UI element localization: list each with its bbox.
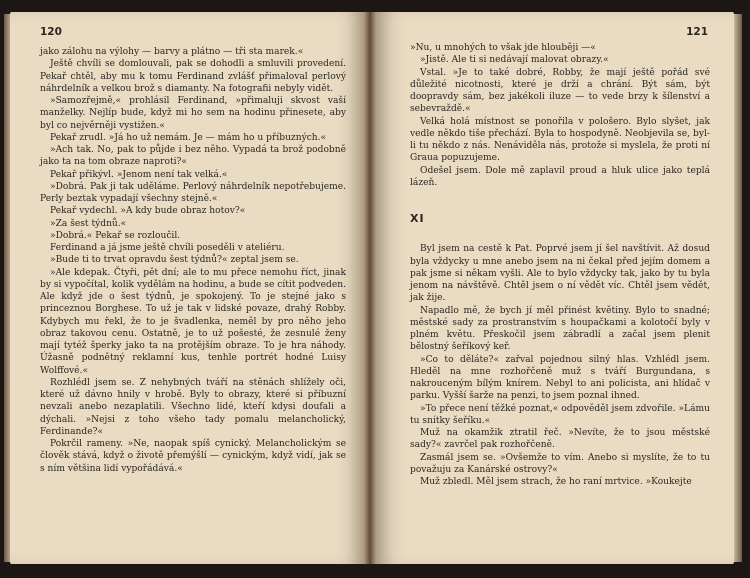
paragraph: Ferdinand a já jsme ještě chvíli poseděli v ateliéru.	[50, 243, 285, 253]
paragraph: »Nu, u mnohých to však jde hlouběji —«	[410, 43, 596, 53]
left-page-number: 120	[40, 26, 62, 38]
paragraph: »Samozřejmě,« prohlásil Ferdinand, »přimaluji skvost vaší manželky. Nejlíp bude, když mi ho sem na hodinu přinesete, aby byl co nejvěrněji vystižen.«	[40, 96, 346, 131]
paragraph: Byl jsem na cestě k Pat. Poprvé jsem jí šel navštívit. Až dosud byla vždycky u mne anebo jsem na ni čekal před jejím domem a pak jsme si někam vyšli. Ale to bylo vždycky tak, jako by tu byla jenom na návštěvě. Chtěl jsem o ní vědět víc. Chtěl jsem vědět, jak žije.	[410, 244, 710, 304]
paragraph: »Dobrá. Pak ji tak uděláme. Perlový náhrdelník nepotřebujeme. Perly beztak vypadají všechny stejně.«	[40, 181, 346, 204]
chapter-heading: XI	[410, 212, 425, 225]
paragraph: Pekař vydechl. »A kdy bude obraz hotov?«	[50, 206, 246, 217]
paragraph: Zasmál jsem se. »Ovšemže to vím. Anebo si myslíte, že to tu považuju za Kanárské ostrovy?«	[410, 452, 710, 475]
book-gutter	[364, 12, 376, 564]
paragraph: »Co to děláte?« zařval pojednou silný hlas. Vzhlédl jsem. Hleděl na mne rozhořčeně muž s tváří Burgundana, s nakrouceným bílým knírem. Nebyl to ani policista, ani hlídač v parku. Vyšší šarže na penzi, to jsem poznal ihned.	[410, 354, 710, 402]
paragraph: Ještě chvíli se domlouvali, pak se dohodli a smluvili provedení. Pekař chtěl, aby mu k tomu Ferdinand zvlášť přimaloval perlový náhrdelník a velkou brož s diamanty. Na fotografii nebyly vidět.	[40, 59, 346, 94]
paragraph: »Ale kdepak. Čtyři, pět dní; ale to mu přece nemohu říct, jinak by si vypočítal, kolik vydělám na hodinu, a bude se cítit podveden. Ale když jde o šest týdnů, je spokojený. To je stejné jako s princeznou Borghese. To už je tak v lidské povaze, drahý Robby. Kdybych mu řekl, že to je švadlenka, neměl by pro něho jeho obraz takovou cenu. Ostatně, je to už pošesté, že zesnulé ženy mají tytéž šperky jako ta na protějším obraze. To je hra náhody. Úžasně podnětný reklamní kus, tenhle portrét hodné Luisy Wolffové.«	[40, 267, 346, 376]
paragraph: jako zálohu na výlohy — barvy a plátno — tři sta marek.«	[40, 47, 304, 57]
paragraph: Napadlo mě, že bych jí měl přinést květiny. Bylo to snadné; městské sady za prostranstvím s houpačkami a kolotočí byly v plném květu. Přeskočil jsem zábradlí a začal jsem plenit bělostný šeříkový keř.	[410, 305, 710, 353]
paragraph: Odešel jsem. Dole mě zaplavil proud a hluk ulice jako teplá lázeň.	[410, 165, 710, 188]
right-page-number: 121	[686, 26, 708, 38]
right-page-text	[410, 42, 710, 488]
paragraph: »Ach tak. No, pak to půjde i bez něho. Vypadá ta brož podobně jako ta na tom obraze naproti?«	[40, 145, 346, 168]
right-page-edge	[734, 14, 742, 562]
left-page	[10, 12, 364, 564]
paragraph: »Za šest týdnů.«	[50, 218, 127, 229]
paragraph: Muž zbledl. Měl jsem strach, že ho raní mrtvice. »Koukejte	[420, 477, 692, 487]
paragraph: Velká holá místnost se ponořila v pološero. Bylo slyšet, jak vedle někdo tiše přechází. Byla to hospodyně. Neobjevila se, byl-li tu někdo z nás. Nenáviděla nás, protože si myslela, že proti ní Graua popuzujeme.	[410, 116, 710, 164]
paragraph: Rozhlédl jsem se. Z nehybných tváří na stěnách shlížely oči, které už dávno hnily v hrobě. Byly to obrazy, které si příbuzní nevzali anebo nezaplatili. Všechno lidé, kteří kdysi doufali a dýchali. »Nejsi z toho všeho tady pomalu melancholický, Ferdinande?«	[40, 377, 346, 437]
paragraph: »Jistě. Ale ti si nedávají malovat obrazy.«	[420, 55, 609, 66]
paragraph: »Dobrá.« Pekař se rozloučil.	[50, 230, 181, 241]
paragraph: Pekař zrudl. »Já ho už nemám. Je — mám ho u příbuzných.«	[50, 132, 327, 143]
paragraph: Muž na okamžik ztratil řeč. »Nevíte, že to jsou městské sady?« zavrčel pak rozhořčeně.	[410, 428, 710, 451]
paragraph: Pekař přikývl. »Jenom není tak velká.«	[50, 169, 228, 180]
paragraph: »To přece není těžké poznat,« odpověděl jsem zdvořile. »Lámu tu snítky šeříku.«	[410, 403, 710, 426]
paragraph: Vstal. »Je to také dobré, Robby, že mají ještě pořád své důležité nicotnosti, které je drží a chrání. Být sám, být doopravdy sám, bez jakékoli iluze — to vede brzy k šílenství a sebevraždě.«	[410, 67, 710, 115]
paragraph: Pokrčil rameny. »Ne, naopak spíš cynický. Melancholickým se člověk stává, když o životě přemýšlí — cynickým, když vidí, jak se s ním většina lidí vypořádává.«	[40, 439, 346, 474]
paragraph: »Bude ti to trvat opravdu šest týdnů?« zeptal jsem se.	[50, 255, 299, 266]
left-page-text	[40, 46, 346, 475]
right-page	[376, 12, 734, 564]
